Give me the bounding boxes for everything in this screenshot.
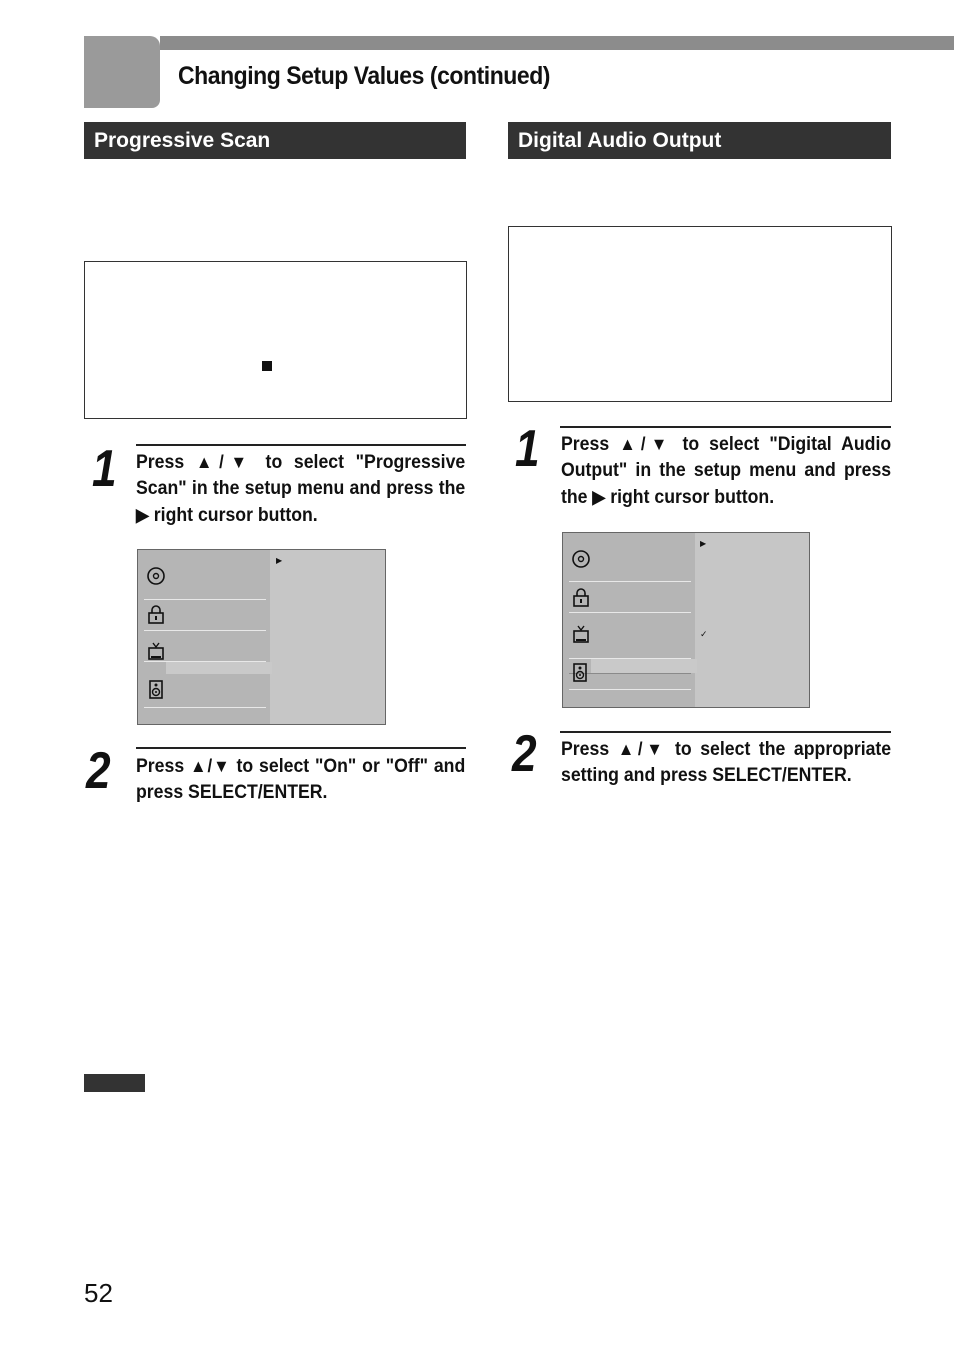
lock-icon: [571, 587, 591, 607]
speaker-icon: [570, 662, 590, 682]
tv-icon: [146, 641, 166, 661]
step-text-part: Press: [136, 452, 185, 473]
right-arrow-icon: ▶: [136, 505, 149, 525]
tv-icon: [571, 624, 591, 644]
right-arrow-icon: ▶: [592, 487, 606, 507]
header-tab: [84, 36, 160, 108]
page-number: 52: [84, 1278, 113, 1308]
menu-separator: [569, 689, 691, 690]
step-text: [136, 753, 465, 806]
lock-icon: [146, 604, 166, 624]
step-number: 2: [86, 742, 111, 800]
menu-separator: [569, 612, 691, 613]
menu-pointer-icon: ▶: [700, 539, 707, 548]
step-rule: [560, 426, 891, 428]
up-down-arrow-icon: ▲/▼: [195, 452, 254, 472]
digital-audio-info-box: [508, 226, 892, 402]
setup-menu-screenshot: [137, 549, 386, 725]
step-text: [136, 449, 465, 529]
page-title: Changing Setup Values (continued): [178, 62, 551, 90]
step-rule: [136, 747, 466, 749]
menu-separator: [569, 658, 691, 659]
step-number: 1: [92, 440, 117, 498]
up-down-arrow-icon: ▲/▼: [617, 739, 667, 759]
step-number: 2: [512, 725, 537, 783]
step-text: [561, 431, 891, 511]
step-text-part: Press: [136, 756, 185, 777]
step-text-part: to select "Digital Audio Output" in the setup menu and press the: [561, 434, 892, 508]
step-rule: [136, 444, 466, 446]
step-text-part: to select "Progressive Scan" in the setup menu and press the: [136, 452, 466, 499]
setup-menu-screenshot: [562, 532, 810, 708]
step-rule: [560, 731, 891, 733]
step-text-part: right cursor button.: [605, 487, 775, 508]
menu-separator: [144, 630, 266, 631]
step-text-part: Press: [561, 739, 610, 760]
step-text-part: to select "On" or "Off" and press SELECT/ENTER.: [136, 756, 466, 803]
menu-separator: [144, 661, 266, 662]
menu-highlight: [166, 662, 272, 674]
section-banner-progressive-scan: Progressive Scan: [84, 122, 466, 159]
header-bar: [170, 36, 954, 50]
step-text-part: right cursor button.: [148, 505, 318, 526]
step-text-part: Press: [561, 434, 610, 455]
check-mark-icon: ✓: [700, 629, 708, 639]
up-down-arrow-icon: ▲/▼: [190, 756, 231, 776]
step-text-part: to select the appropriate setting and press SELECT/ENTER.: [561, 739, 892, 786]
note-bar: [84, 1074, 145, 1092]
up-down-arrow-icon: ▲/▼: [619, 434, 673, 454]
disc-icon: [571, 549, 591, 569]
menu-highlight: [591, 659, 697, 673]
step-text: [561, 736, 891, 789]
step-number: 1: [515, 420, 540, 478]
menu-separator: [569, 581, 691, 582]
menu-pointer-icon: ▶: [276, 556, 283, 565]
section-banner-digital-audio-output: Digital Audio Output: [508, 122, 891, 159]
bullet-square: [262, 361, 272, 371]
progressive-scan-info-box: [84, 261, 467, 419]
speaker-icon: [146, 679, 166, 699]
menu-separator: [144, 599, 266, 600]
disc-icon: [146, 566, 166, 586]
menu-separator: [144, 707, 266, 708]
